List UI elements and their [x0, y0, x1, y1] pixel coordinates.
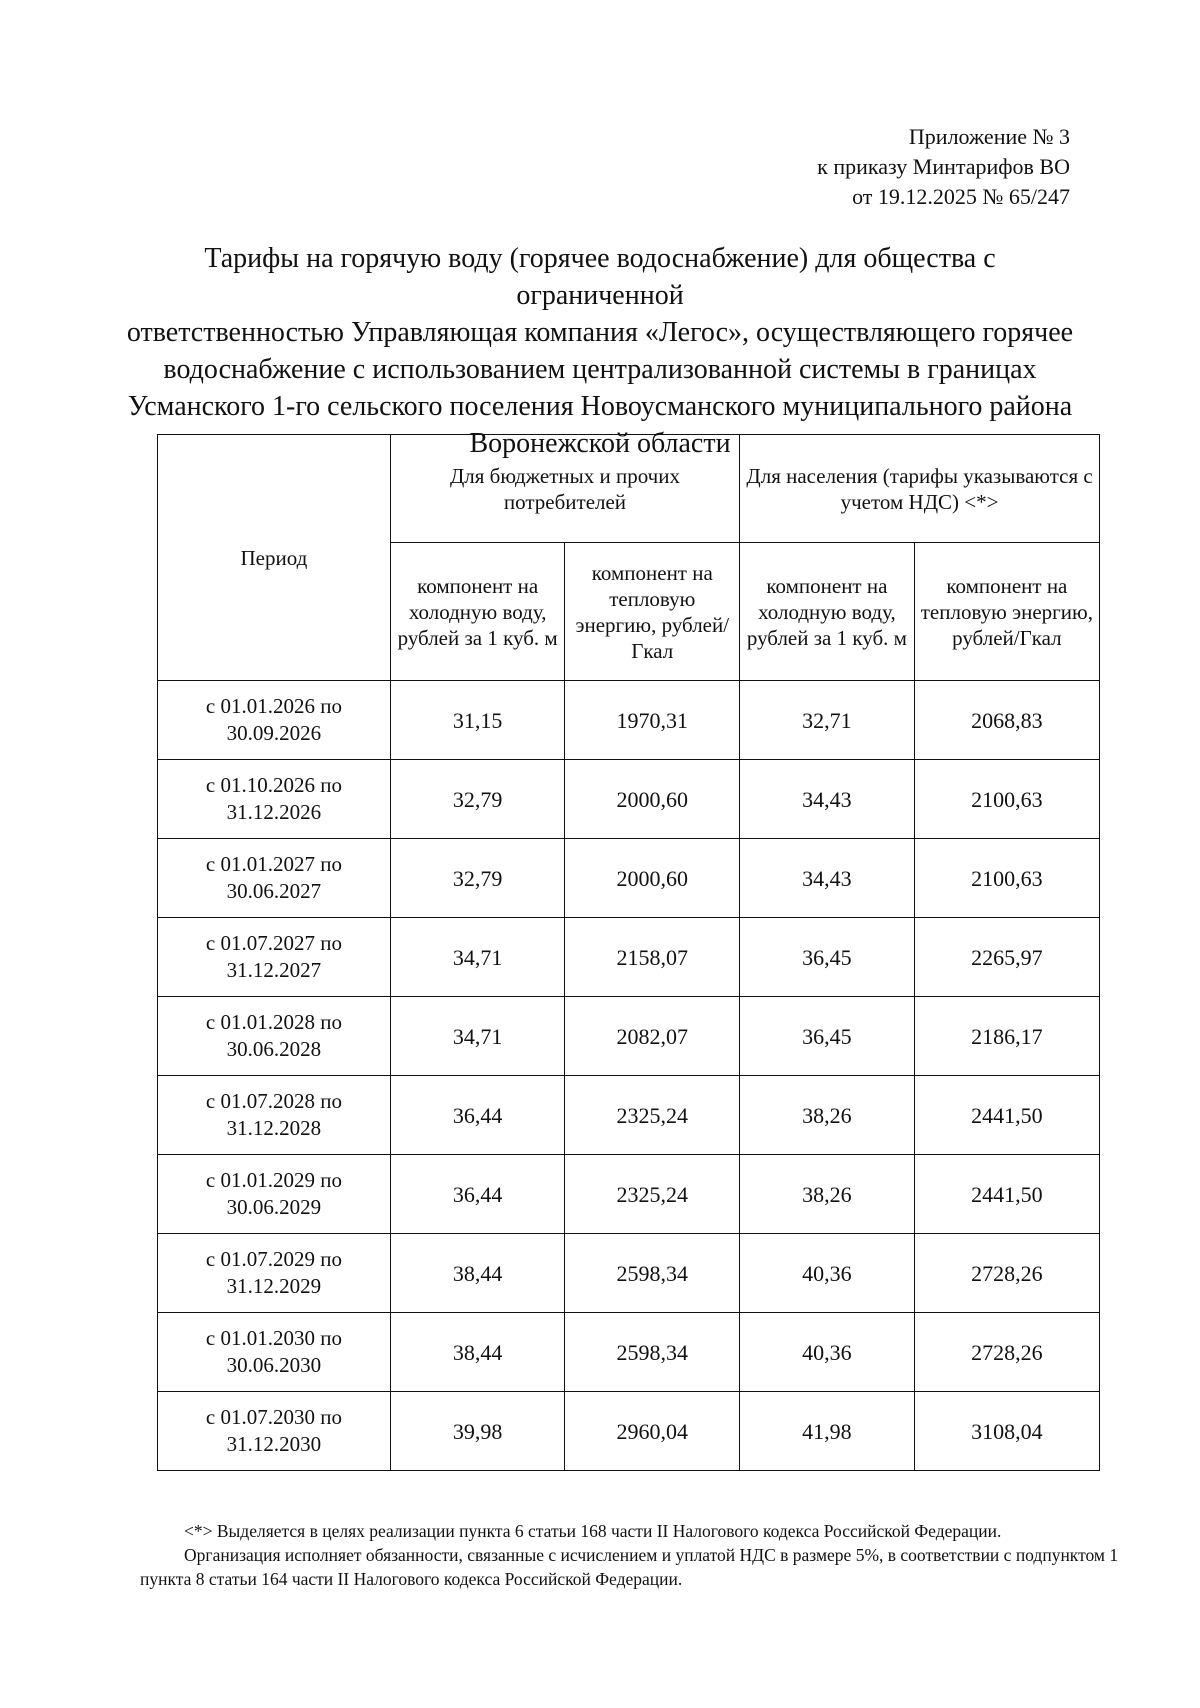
period-start: с 01.07.2028 по: [205, 1089, 342, 1113]
title-line: Усманского 1-го сельского поселения Новоусманского муниципального района: [127, 391, 1073, 422]
period-end: 31.12.2028: [226, 1116, 322, 1140]
budget-cold-water-value: 31,15: [390, 681, 565, 760]
footnote-vat: <*> Выделяется в целях реализации пункта 6 статьи 168 части II Налогового кодекса Российской Федерации.: [184, 1521, 1002, 1541]
population-cold-water-value: 36,45: [740, 918, 915, 997]
budget-cold-water-value: 36,44: [390, 1155, 565, 1234]
period-end: 31.12.2029: [226, 1274, 322, 1298]
population-heat-energy-value: 3108,04: [914, 1392, 1099, 1471]
population-heat-energy-value: 2100,63: [914, 760, 1099, 839]
period-cell: [158, 1155, 391, 1234]
budget-heat-energy-value: 2960,04: [565, 1392, 740, 1471]
budget-cold-water-value: 32,79: [390, 839, 565, 918]
budget-cold-water-value: 32,79: [390, 760, 565, 839]
budget-cold-water-value: 36,44: [390, 1076, 565, 1155]
population-heat-energy-value: 2728,26: [914, 1313, 1099, 1392]
appendix-reference: [817, 122, 1070, 212]
period-end: 30.09.2026: [226, 721, 322, 745]
tariff-table: [157, 434, 1100, 1471]
budget-heat-energy-value: 2598,34: [565, 1234, 740, 1313]
period-cell: [158, 918, 391, 997]
budget-heat-energy-value: 1970,31: [565, 681, 740, 760]
period-start: с 01.07.2030 по: [205, 1405, 342, 1429]
population-cold-water-value: 38,26: [740, 1155, 915, 1234]
appendix-date: от 19.12.2025 № 65/247: [852, 184, 1070, 209]
table-row: [158, 760, 1100, 839]
period-end: 31.12.2027: [226, 958, 322, 982]
population-heat-energy-value: 2441,50: [914, 1155, 1099, 1234]
period-start: с 01.01.2028 по: [205, 1010, 342, 1034]
population-header: Для населения (тарифы указываются с учетом НДС) <*>: [740, 435, 1100, 543]
table-row: [158, 1392, 1100, 1471]
period-start: с 01.01.2027 по: [205, 852, 342, 876]
budget-heat-energy-value: 2325,24: [565, 1076, 740, 1155]
population-cold-water-value: 34,43: [740, 760, 915, 839]
period-end: 31.12.2026: [226, 800, 322, 824]
population-cold-water-value: 32,71: [740, 681, 915, 760]
period-end: 30.06.2027: [226, 879, 322, 903]
population-heat-energy-value: 2728,26: [914, 1234, 1099, 1313]
period-start: с 01.10.2026 по: [205, 773, 342, 797]
title-line: водоснабжение с использованием централизованной системы в границах: [163, 354, 1037, 385]
period-cell: [158, 1076, 391, 1155]
table-row: [158, 681, 1100, 760]
title-line: Воронежской области: [469, 428, 731, 459]
budget-cold-water-value: 34,71: [390, 997, 565, 1076]
period-cell: [158, 1392, 391, 1471]
budget-cold-water-value: 39,98: [390, 1392, 565, 1471]
budget-heat-energy-value: 2000,60: [565, 760, 740, 839]
cold-water-component-header: компонент на холодную воду, рублей за 1 куб. м: [740, 543, 915, 681]
budget-heat-energy-value: 2158,07: [565, 918, 740, 997]
population-cold-water-value: 41,98: [740, 1392, 915, 1471]
period-cell: [158, 1234, 391, 1313]
footnotes: [140, 1519, 1120, 1591]
title-line: ответственностью Управляющая компания «Легос», осуществляющего горячее: [126, 317, 1074, 348]
period-end: 30.06.2029: [226, 1195, 322, 1219]
period-end: 30.06.2030: [226, 1353, 322, 1377]
period-cell: [158, 681, 391, 760]
appendix-order: к приказу Минтарифов ВО: [817, 154, 1070, 179]
table-row: [158, 1313, 1100, 1392]
period-start: с 01.01.2026 по: [205, 694, 342, 718]
appendix-number: Приложение № 3: [908, 124, 1070, 149]
table-row: [158, 1076, 1100, 1155]
table-row: [158, 997, 1100, 1076]
period-header: Период: [158, 435, 391, 681]
cold-water-component-header: компонент на холодную воду, рублей за 1 куб. м: [390, 543, 565, 681]
tariff-rows: [158, 681, 1100, 1471]
document-title: [120, 240, 1080, 462]
period-cell: [158, 760, 391, 839]
budget-heat-energy-value: 2598,34: [565, 1313, 740, 1392]
population-cold-water-value: 38,26: [740, 1076, 915, 1155]
period-cell: [158, 839, 391, 918]
budget-cold-water-value: 38,44: [390, 1313, 565, 1392]
budget-heat-energy-value: 2082,07: [565, 997, 740, 1076]
population-heat-energy-value: 2100,63: [914, 839, 1099, 918]
population-heat-energy-value: 2068,83: [914, 681, 1099, 760]
budget-heat-energy-value: 2325,24: [565, 1155, 740, 1234]
population-heat-energy-value: 2186,17: [914, 997, 1099, 1076]
title-line: Тарифы на горячую воду (горячее водоснабжение) для общества с ограниченной: [204, 243, 996, 311]
period-cell: [158, 997, 391, 1076]
table-row: [158, 1155, 1100, 1234]
period-cell: [158, 1313, 391, 1392]
table-row: [158, 839, 1100, 918]
budget-heat-energy-value: 2000,60: [565, 839, 740, 918]
footnote-obligations: Организация исполняет обязанности, связанные с исчислением и уплатой НДС в размере 5%, в соответствии с подпунктом 1 пункта 8 статьи 164 части II Налогового кодекса Российской Федерации.: [140, 1545, 1119, 1589]
heat-energy-component-header: компонент на тепловую энергию, рублей/Гкал: [914, 543, 1099, 681]
table-row: [158, 1234, 1100, 1313]
budget-cold-water-value: 34,71: [390, 918, 565, 997]
period-start: с 01.07.2027 по: [205, 931, 342, 955]
population-cold-water-value: 36,45: [740, 997, 915, 1076]
population-cold-water-value: 40,36: [740, 1234, 915, 1313]
population-cold-water-value: 34,43: [740, 839, 915, 918]
period-start: с 01.01.2030 по: [205, 1326, 342, 1350]
population-heat-energy-value: 2265,97: [914, 918, 1099, 997]
heat-energy-component-header: компонент на тепловую энергию, рублей/Гкал: [565, 543, 740, 681]
table-row: [158, 918, 1100, 997]
period-start: с 01.07.2029 по: [205, 1247, 342, 1271]
population-heat-energy-value: 2441,50: [914, 1076, 1099, 1155]
period-start: с 01.01.2029 по: [205, 1168, 342, 1192]
period-end: 30.06.2028: [226, 1037, 322, 1061]
population-cold-water-value: 40,36: [740, 1313, 915, 1392]
budget-consumers-header: Для бюджетных и прочих потребителей: [390, 435, 739, 543]
budget-cold-water-value: 38,44: [390, 1234, 565, 1313]
period-end: 31.12.2030: [226, 1432, 322, 1456]
